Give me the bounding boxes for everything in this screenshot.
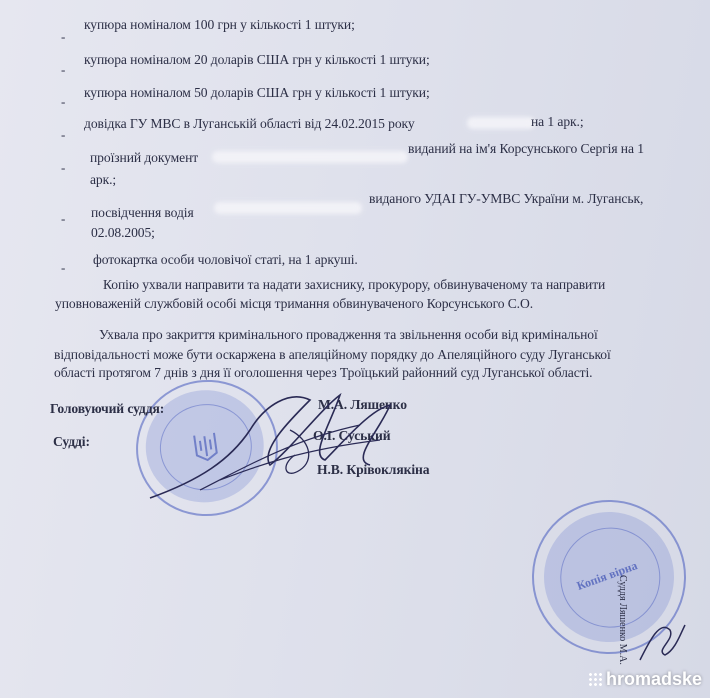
judge-name: М.А. Ляшенко [318,397,407,412]
stamp-text: Копія вірна [574,558,640,593]
judges-label: Судді: [53,434,90,449]
paragraph-line: уповноваженій службовій особі місця тримання обвинуваченого Корсунського С.О. [55,296,533,311]
list-item: посвідчення водія [91,205,194,220]
list-item: виданого УДАІ ГУ-УМВС України м. Луганськ, [369,191,644,206]
list-item: арк.; [90,172,117,187]
corner-signature-text: Суддя Ляшенко М.А. [617,575,628,665]
bullet: - [61,211,66,226]
redaction-blur [214,202,362,214]
bullet: - [61,94,66,109]
judge-name: О.І. Суський [313,428,391,443]
list-item: виданий на ім'я Корсунського Сергія на 1 [408,141,644,156]
redaction-blur [212,151,408,163]
bullet: - [61,160,66,175]
list-item: купюра номіналом 100 грн у кількості 1 штуки; [84,17,355,32]
presiding-judge-label: Головуючий суддя: [50,401,165,416]
hromadske-mark-icon [588,672,602,686]
bullet: - [61,62,66,77]
list-item: довідка ГУ МВС в Луганській області від 24.02.2015 року [84,116,415,131]
list-item: фотокартка особи чоловічої статі, на 1 аркуші. [93,252,358,267]
hromadske-logo [588,669,702,690]
bullet: - [61,29,66,44]
list-item: купюра номіналом 20 доларів США грн у кількості 1 штуки; [84,52,430,67]
list-item: на 1 арк.; [531,114,584,129]
paragraph-line: Ухвала про закриття кримінального провадження та звільнення особи від кримінальної [99,327,598,342]
list-item: проїзний документ [90,150,199,165]
bullet: - [61,260,66,275]
bullet: - [61,127,66,142]
judge-name: Н.В. Крівоклякіна [317,462,430,477]
paragraph-line: відповідальності може бути оскаржена в апеляційному порядку до Апеляційного суду Луганської [54,347,611,362]
corner-signature [630,610,690,670]
paragraph-line: Копію ухвали направити та надати захиснику, прокурору, обвинуваченому та направити [103,277,606,292]
list-item: 02.08.2005; [91,225,155,240]
list-item: купюра номіналом 50 доларів США грн у кількості 1 штуки; [84,85,430,100]
redaction-blur [467,117,535,129]
handwritten-signature [140,370,420,510]
paragraph-line: області протягом 7 днів з дня її оголошення через Троїцький районний суд Луганської області. [54,365,593,380]
hromadske-brand-text: hromadske [605,669,702,689]
